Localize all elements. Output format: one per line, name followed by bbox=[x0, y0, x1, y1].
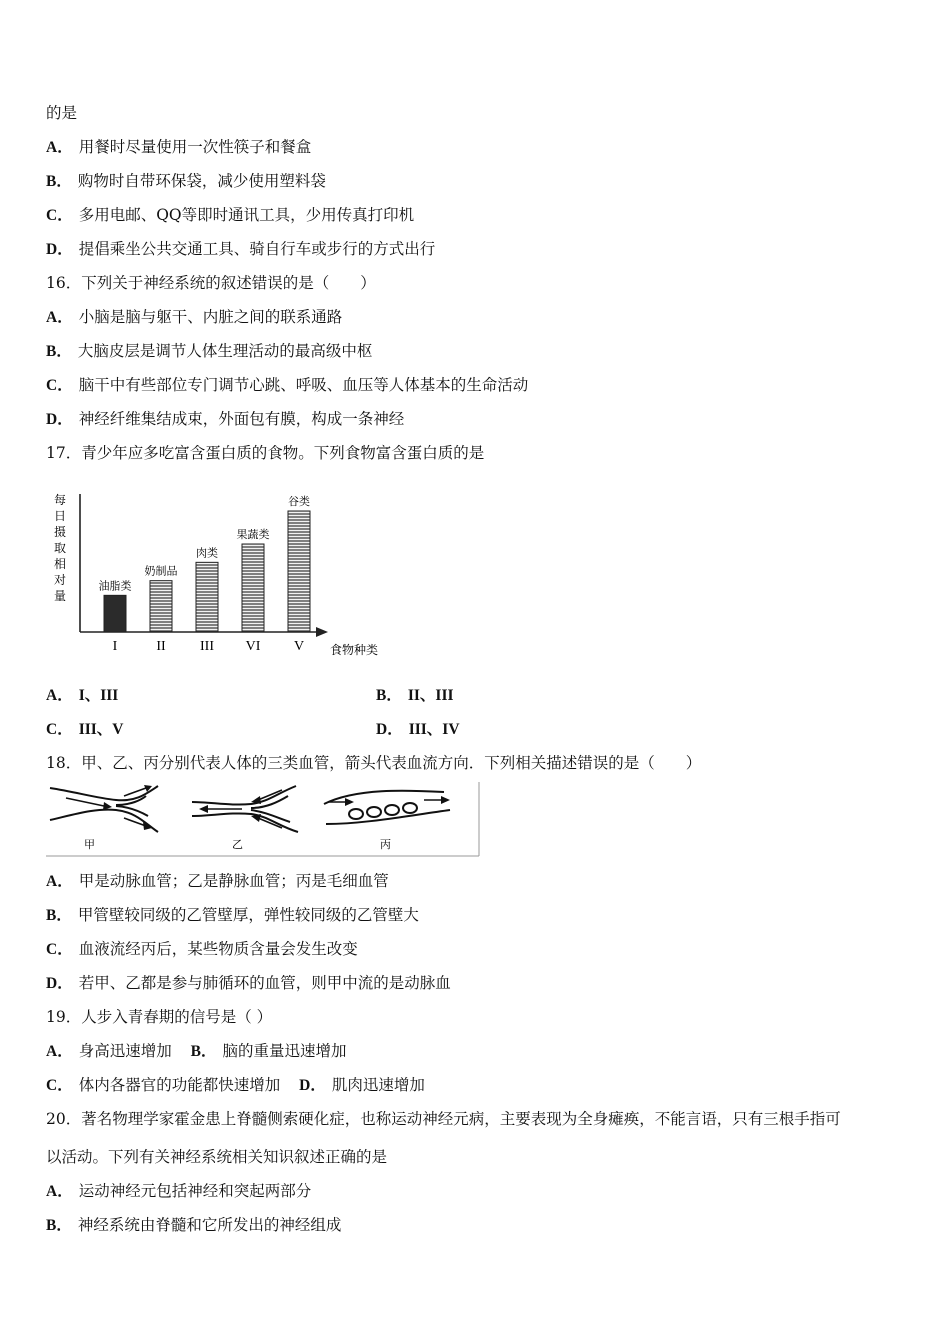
q17-option-a[interactable]: A． I、III bbox=[46, 687, 119, 704]
x-tick-label: II bbox=[156, 639, 166, 654]
q17-option-c[interactable]: C． III、V bbox=[46, 721, 124, 738]
q19-option-b[interactable]: B． 脑的重量迅速增加 bbox=[190, 1042, 347, 1060]
q18-option-c[interactable]: C． 血液流经丙后，某些物质含量会发生改变 bbox=[46, 940, 358, 958]
x-axis-arrow bbox=[316, 627, 328, 637]
q15-stem-tail: 的是 bbox=[46, 104, 78, 122]
food-intake-bar-chart bbox=[46, 486, 386, 666]
q15-option-a[interactable]: A． 用餐时尽量使用一次性筷子和餐盒 bbox=[46, 138, 312, 156]
q20-option-b[interactable]: B． 神经系统由脊髓和它所发出的神经组成 bbox=[46, 1216, 342, 1234]
q20-stem-line2: 以活动。下列有关神经系统相关知识叙述正确的是 bbox=[46, 1148, 388, 1166]
q19-option-c[interactable]: C． 体内各器官的功能都快速增加 bbox=[46, 1076, 281, 1094]
label-jia: 甲 bbox=[84, 838, 95, 851]
y-axis-label-char: 取 bbox=[53, 541, 67, 555]
q19-options-row2 bbox=[46, 1074, 425, 1097]
q19-options-row1 bbox=[46, 1040, 347, 1063]
q15-option-c[interactable]: C． 多用电邮、QQ等即时通讯工具，少用传真打印机 bbox=[46, 206, 415, 224]
label-bing: 丙 bbox=[380, 838, 391, 851]
q16-option-b[interactable]: B． 大脑皮层是调节人体生理活动的最高级中枢 bbox=[46, 342, 373, 360]
bar-label: 谷类 bbox=[288, 495, 310, 508]
x-tick-label: V bbox=[293, 639, 305, 654]
q18-option-a[interactable]: A． 甲是动脉血管；乙是静脉血管；丙是毛细血管 bbox=[46, 872, 389, 890]
q15-option-b[interactable]: B． 购物时自带环保袋，减少使用塑料袋 bbox=[46, 172, 326, 190]
vessel-yi bbox=[192, 786, 298, 832]
q17-stem: 17．青少年应多吃富含蛋白质的食物。下列食物富含蛋白质的是 bbox=[46, 444, 485, 462]
q17-option-d[interactable]: D． III、IV bbox=[376, 721, 460, 738]
q19-option-d[interactable]: D． 肌肉迅速增加 bbox=[299, 1076, 425, 1094]
y-axis-label-char: 每 bbox=[53, 493, 67, 507]
bar-label: 奶制品 bbox=[144, 564, 178, 578]
bar-VI bbox=[242, 544, 264, 632]
y-axis-label-char: 相 bbox=[53, 557, 67, 571]
bar-label: 油脂类 bbox=[98, 579, 132, 593]
q16-option-c[interactable]: C． 脑干中有些部位专门调节心跳、呼吸、血压等人体基本的生命活动 bbox=[46, 376, 529, 394]
bar-V bbox=[288, 511, 310, 632]
vessel-jia bbox=[50, 785, 158, 832]
y-axis-label-char: 日 bbox=[53, 509, 67, 523]
q16-stem: 16．下列关于神经系统的叙述错误的是（ ） bbox=[46, 274, 376, 292]
q19-stem: 19．人步入青春期的信号是（ ） bbox=[46, 1008, 273, 1026]
x-axis-label: 食物种类 bbox=[330, 643, 379, 657]
q15-option-d[interactable]: D． 提倡乘坐公共交通工具、骑自行车或步行的方式出行 bbox=[46, 240, 436, 258]
y-axis-label-char: 对 bbox=[53, 573, 67, 587]
bar-II bbox=[150, 581, 172, 632]
q18-option-b[interactable]: B． 甲管壁较同级的乙管壁厚，弹性较同级的乙管壁大 bbox=[46, 906, 419, 924]
x-tick-label: I bbox=[112, 639, 118, 654]
y-axis-label bbox=[54, 492, 66, 603]
x-tick-label: III bbox=[200, 639, 214, 654]
y-axis-label-char: 摄 bbox=[53, 525, 67, 539]
y-axis-label-char: 量 bbox=[53, 589, 67, 603]
q19-option-a[interactable]: A． 身高迅速增加 bbox=[46, 1042, 172, 1060]
q20-stem-line1: 20．著名物理学家霍金患上脊髓侧索硬化症，也称运动神经元病，主要表现为全身瘫痪，不能言语，只有三根手指可 bbox=[46, 1110, 841, 1128]
q16-option-d[interactable]: D． 神经纤维集结成束，外面包有膜，构成一条神经 bbox=[46, 410, 405, 428]
x-tick-label: VI bbox=[245, 639, 261, 654]
q17-option-b[interactable]: B． II、III bbox=[376, 687, 454, 704]
q20-option-a[interactable]: A． 运动神经元包括神经和突起两部分 bbox=[46, 1182, 312, 1200]
q16-option-a[interactable]: A． 小脑是脑与躯干、内脏之间的联系通路 bbox=[46, 308, 343, 326]
q18-stem: 18．甲、乙、丙分别代表人体的三类血管，箭头代表血流方向．下列相关描述错误的是（ ） bbox=[46, 754, 702, 772]
bar-label: 肉类 bbox=[196, 546, 218, 560]
q18-option-d[interactable]: D． 若甲、乙都是参与肺循环的血管，则甲中流的是动脉血 bbox=[46, 974, 451, 992]
bar-III bbox=[196, 562, 218, 632]
bar-I bbox=[104, 595, 126, 632]
bar-label: 果蔬类 bbox=[236, 528, 270, 541]
vessel-bing bbox=[324, 791, 450, 824]
label-yi: 乙 bbox=[232, 838, 243, 851]
blood-vessel-figure bbox=[46, 780, 480, 858]
